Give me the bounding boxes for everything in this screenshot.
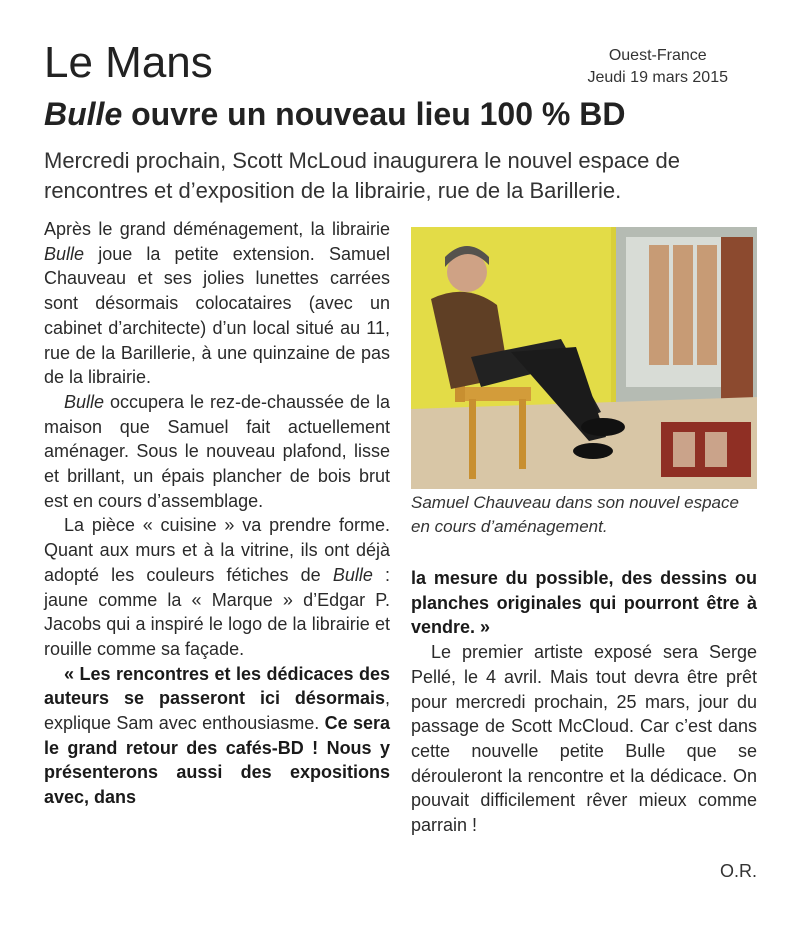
paragraph: [44, 513, 390, 661]
quote-bold: « Les rencontres et les dédicaces des auteurs se passeront ici désormais: [44, 663, 390, 709]
publication-date: Jeudi 19 mars 2015: [587, 69, 728, 86]
author-signature: O.R.: [719, 861, 757, 881]
paragraph: [44, 390, 390, 514]
column-right: [411, 566, 757, 838]
text: La pièce « cuisine » va prendre forme. Quant aux murs et à la vitrine, ils ont déjà adopté les couleurs fétiches de: [44, 515, 390, 585]
bulle-italic: Bulle: [332, 564, 373, 585]
bulle-italic: Bulle: [44, 243, 85, 264]
headline-italic: Bulle: [44, 96, 123, 132]
paragraph: [44, 217, 390, 390]
paragraph: [44, 662, 390, 810]
column-left: [44, 217, 390, 810]
article-photo: [411, 227, 757, 489]
quote-bold: la mesure du possible, des dessins ou planches originales qui pourront être à vendre. »: [411, 568, 757, 638]
text: Après le grand déménagement, la librairie: [44, 219, 390, 239]
text: , explique Sam avec enthousiasme.: [44, 688, 390, 734]
bulle-italic: Bulle: [64, 391, 105, 412]
text: occupera le rez-de-chaussée de la maison que Samuel fait actuellement aménager. Sous le nouveau plafond, lisse et brillant, un épais plancher de bois brut est en cours d’assemblage.: [44, 391, 390, 511]
photo-caption: Samuel Chauveau dans son nouvel espace en cours d’aménagement.: [411, 493, 739, 536]
headline-rest: ouvre un nouveau lieu 100 % BD: [122, 96, 626, 132]
text: joue la petite extension. Samuel Chauveau et ses jolies lunettes carrées sont désormais colocataires (avec un cabinet d’architecte) d’un local situé au 11, rue de la Barillerie, à une quinzaine de pas de la librairie.: [44, 243, 390, 388]
article-lead: Mercredi prochain, Scott McLoud inaugurera le nouvel espace de rencontres et d’exposition de la librairie, rue de la Barillerie.: [44, 148, 680, 203]
city-heading: Le Mans: [44, 38, 213, 87]
paragraph: [411, 566, 757, 640]
quote-bold: Ce sera le grand retour des cafés-BD ! Nous y présenterons aussi des expositions avec, dans: [44, 713, 390, 808]
source-dateline: [587, 45, 728, 89]
text: : jaune comme la « Marque » d’Edgar P. Jacobs qui a inspiré le logo de la librairie et rouille comme sa façade.: [44, 564, 390, 659]
newspaper-name: Ouest-France: [608, 47, 707, 64]
article-headline: [44, 94, 625, 134]
photo-illustration: [411, 227, 757, 489]
paragraph: Le premier artiste exposé sera Serge Pellé, le 4 avril. Mais tout devra être prêt pour mercredi prochain, 25 mars, jour du passage de Scott McCloud. Car c’est dans cette nouvelle petite Bulle que se dérouleront la rencontre et la dédicace. On pouvait difficilement rêver mieux comme parrain !: [411, 642, 757, 836]
